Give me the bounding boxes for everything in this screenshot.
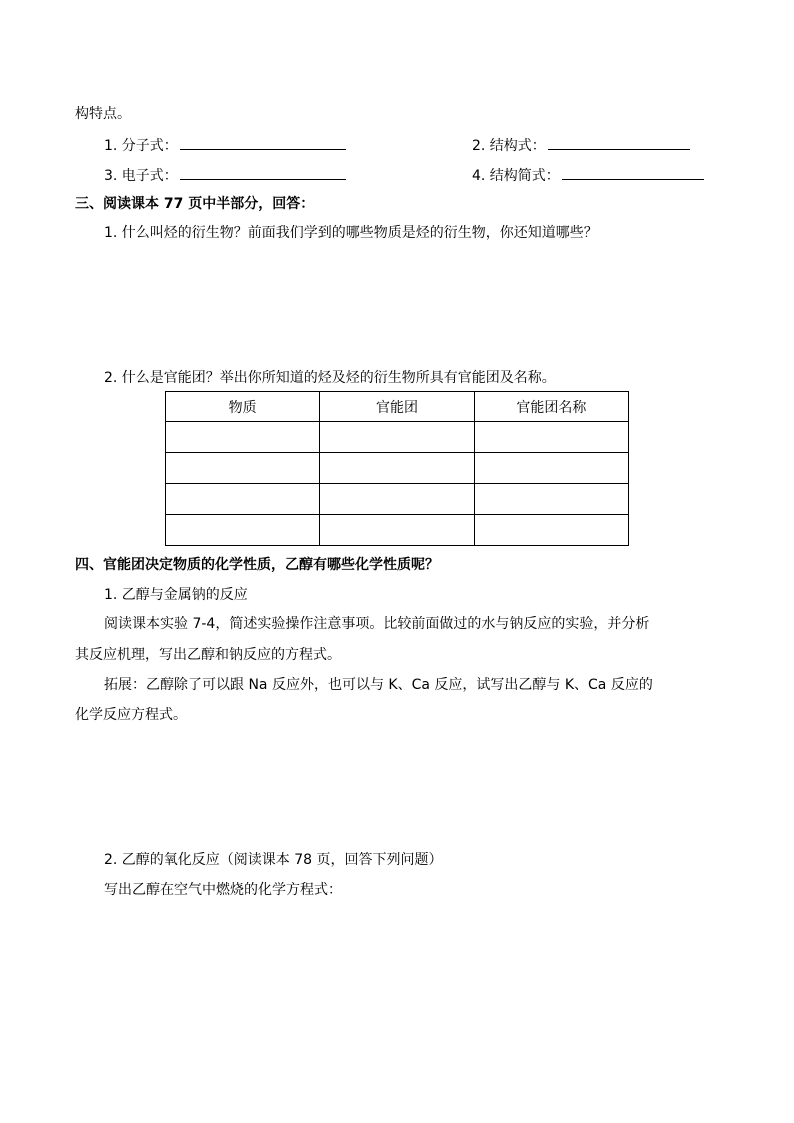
table-cell[interactable] [320, 515, 474, 546]
table-header-substance: 物质 [166, 392, 320, 422]
section4-paragraph-2-line-1: 拓展：乙醇除了可以跟 Na 反应外，也可以与 K、Ca 反应，试写出乙醇与 K、Ca 反应的 [104, 677, 653, 693]
table-cell[interactable] [166, 422, 320, 453]
table-cell[interactable] [320, 453, 474, 484]
answer-blank-condensed[interactable] [562, 165, 704, 180]
table-cell[interactable] [166, 453, 320, 484]
section4-paragraph-1-line-2: 其反应机理，写出乙醇和钠反应的方程式。 [75, 647, 341, 663]
formula-item-electronic [104, 165, 346, 186]
functional-group-table [165, 391, 629, 546]
table-header-group-name: 官能团名称 [474, 392, 628, 422]
formula-label-structural: 2. 结构式： [472, 138, 546, 154]
formula-label-molecular: 1. 分子式： [104, 138, 178, 154]
table-cell[interactable] [166, 484, 320, 515]
table-row [166, 515, 629, 546]
section4-paragraph-3: 写出乙醇在空气中燃烧的化学方程式： [104, 882, 342, 898]
section3-question-2: 2. 什么是官能团？举出你所知道的烃及烃的衍生物所具有官能团及名称。 [104, 370, 556, 386]
intro-tail-text: 构特点。 [75, 106, 131, 122]
table-cell[interactable] [474, 422, 628, 453]
section3-heading: 三、阅读课本 77 页中半部分，回答： [75, 196, 315, 212]
answer-blank-structural[interactable] [548, 135, 690, 150]
table-cell[interactable] [474, 453, 628, 484]
answer-blank-molecular[interactable] [180, 135, 346, 150]
table-cell[interactable] [474, 484, 628, 515]
table-header-functional-group: 官能团 [320, 392, 474, 422]
section4-subheading-2: 2. 乙醇的氧化反应（阅读课本 78 页，回答下列问题） [104, 852, 443, 868]
formula-label-electronic: 3. 电子式： [104, 168, 178, 184]
table-cell[interactable] [474, 515, 628, 546]
table-cell[interactable] [320, 484, 474, 515]
table-row [166, 453, 629, 484]
table-row [166, 484, 629, 515]
table-header-row [166, 392, 629, 422]
formula-item-condensed [472, 165, 704, 186]
section4-subheading-1: 1. 乙醇与金属钠的反应 [104, 587, 248, 603]
section3-question-1: 1. 什么叫烃的衍生物？前面我们学到的哪些物质是烃的衍生物，你还知道哪些？ [104, 225, 598, 241]
table-cell[interactable] [320, 422, 474, 453]
table-cell[interactable] [166, 515, 320, 546]
formula-item-molecular [104, 135, 346, 156]
section4-paragraph-2-line-2: 化学反应方程式。 [75, 707, 187, 723]
table-row [166, 422, 629, 453]
answer-blank-electronic[interactable] [180, 165, 346, 180]
formula-label-condensed: 4. 结构简式： [472, 168, 560, 184]
section4-heading: 四、官能团决定物质的化学性质，乙醇有哪些化学性质呢？ [75, 557, 439, 573]
formula-item-structural [472, 135, 690, 156]
section4-paragraph-1-line-1: 阅读课本实验 7-4，简述实验操作注意事项。比较前面做过的水与钠反应的实验，并分析 [104, 616, 650, 632]
